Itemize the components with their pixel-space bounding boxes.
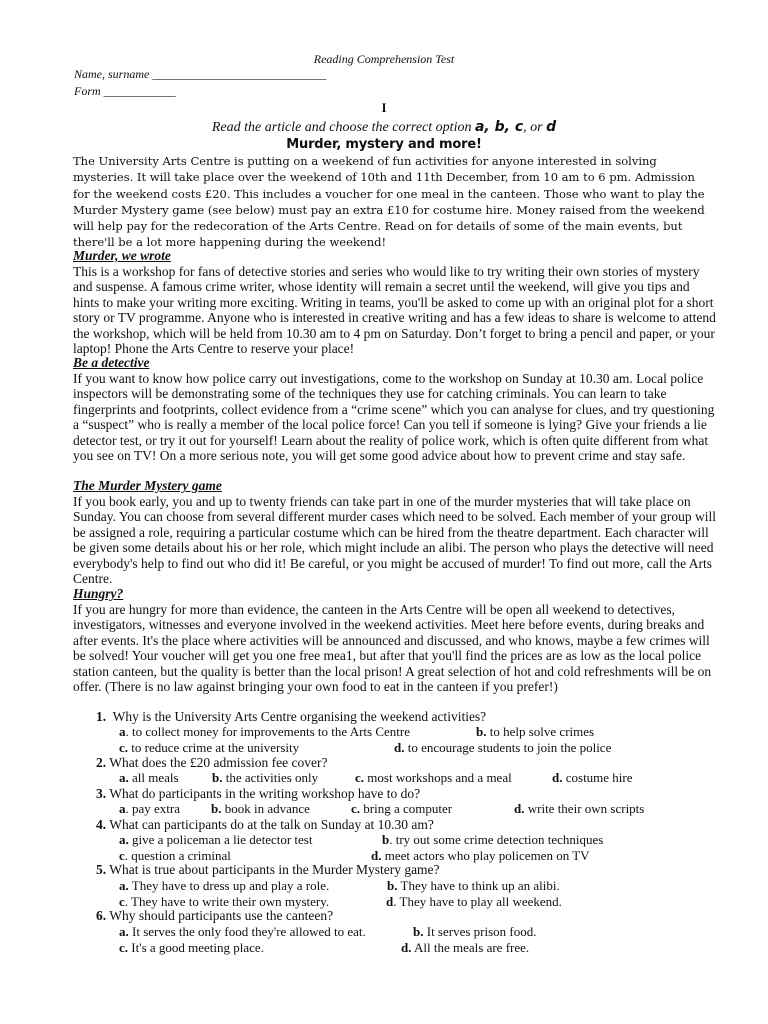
instruction-text: Read the article and choose the correct option [211,120,472,135]
name-field: Name, surname _____________________________ [74,67,327,81]
article-title: Murder, mystery and more! [286,137,482,152]
option-c[interactable]: c. to reduce crime at the university [119,740,300,755]
question-1 [96,709,486,724]
instruction-or: , or [523,120,543,135]
section-heading: The Murder Mystery game [73,478,222,493]
instruction-last-option: d [546,119,557,135]
question-text: Why is the University Arts Centre organising the weekend activities? [112,709,487,724]
question-text: What is true about participants in the Murder Mystery game? [109,862,440,877]
section-body: If you want to know how police carry out investigations, come to the workshop on Sunday at 10.30 am. Local police inspectors will be demonstrating some of the techniques they use for catching criminals. You can learn to take fingerprints and footprints, collect evidence from a “crime scene” which you can analyse for clues, and try questioning a “suspect” who is really a member of the local police force! Can you tell if someone is lying? Give your friends a lie detector test, or try it out for yourself! Learn about the reality of police work, which is often quite different from what you see on TV! On a more serious note, you will get some good advice about how to prevent crime and stay safe. [73,370,715,463]
option-c[interactable]: c. They have to write their own mystery. [119,894,330,909]
option-b[interactable]: b. They have to think up an alibi. [387,878,560,893]
option-a[interactable]: a. pay extra [119,801,181,816]
section-body: This is a workshop for fans of detective stories and series who would like to try writing their own stories of mystery and suspense. A famous crime writer, whose identity will remain a secret until the weekend, will give you tips and hints to make your writing more exciting. Writing in teams, you'll be asked to come up with an original plot for a short story or TV programme. Anyone who is interested in creative writing and has a few ideas to share is welcome to attend the workshop, which will be held from 10.30 am to 4 pm on Saturday. Don’t forget to bring a pencil and paper, or your laptop! Phone the Arts Centre to reserve your place! [73,263,716,356]
section-number: I [381,100,387,115]
option-d[interactable]: d. meet actors who play policemen on TV [371,848,590,863]
question-5 [96,862,440,877]
option-a[interactable]: a. to collect money for improvements to the Arts Centre [119,724,410,739]
instruction-options: a, b, c [474,119,524,135]
section-heading: Murder, we wrote [73,248,171,263]
option-c[interactable]: c. question a criminal [119,848,231,863]
question-number: 4. [96,817,107,832]
option-d[interactable]: d. to encourage students to join the police [394,740,612,755]
option-b[interactable]: b. to help solve crimes [476,724,595,739]
section-murder-we-wrote [73,248,718,357]
question-number: 3. [96,786,107,801]
instructions [0,119,768,136]
option-c[interactable]: c. most workshops and a meal [355,770,512,785]
option-a[interactable]: a. They have to dress up and play a role. [119,878,330,893]
option-b[interactable]: b. It serves prison food. [413,924,537,939]
question-text: What can participants do at the talk on Sunday at 10.30 am? [109,817,434,832]
option-d[interactable]: d. All the meals are free. [401,940,530,955]
question-6 [96,908,333,923]
form-field: Form ____________ [74,84,176,98]
question-number: 6. [96,908,107,923]
option-b[interactable]: b. try out some crime detection techniques [382,832,604,847]
question-3 [96,786,420,801]
question-2 [96,755,327,770]
option-a[interactable]: a. give a policeman a lie detector test [119,832,313,847]
section-hungry [73,586,718,695]
article-intro: The University Arts Centre is putting on a weekend of fun activities for anyone interested in solving mysteries. It will take place over the weekend of 10th and 11th December, from 10 am to 6 pm. Admission for the weekend costs £20. This includes a voucher for one meal in the canteen. Those who want to play the Murder Mystery game (see below) must pay an extra £10 for costume hire. Money raised from the weekend will help pay for the redecoration of the Arts Centre. Read on for details of some of the main events, but there'll be a lot more happening during the weekend! [73,154,705,250]
question-text: What does the £20 admission fee cover? [109,755,328,770]
option-c[interactable]: c. bring a computer [351,801,453,816]
test-title: Reading Comprehension Test [313,52,455,66]
option-d[interactable]: d. costume hire [552,770,633,785]
section-heading: Be a detective [73,355,150,370]
question-number: 2. [96,755,107,770]
option-d[interactable]: d. They have to play all weekend. [386,894,562,909]
section-murder-mystery-game [73,478,718,587]
option-a[interactable]: a. all meals [119,770,179,785]
option-b[interactable]: b. the activities only [212,770,319,785]
section-be-a-detective [73,355,718,464]
question-text: Why should participants use the canteen? [109,908,334,923]
section-body: If you book early, you and up to twenty friends can take part in one of the murder mysteries that will take place on Sunday. You can choose from several different murder cases which need to be solved. Each member of your group will be assigned a role, requiring a particular costume which can be hired from the theatre department. Each character will be given some details about his or her role, which might include an alibi. The person who plays the detective will need everybody's help to find out who did it! Be careful, or you might be accused of murder! To find out more, call the Arts Centre. [73,493,716,586]
question-4 [96,817,434,832]
option-a[interactable]: a. It serves the only food they're allowed to eat. [119,924,366,939]
option-d[interactable]: d. write their own scripts [514,801,645,816]
section-body: If you are hungry for more than evidence, the canteen in the Arts Centre will be open all weekend to detectives, investigators, witnesses and everyone involved in the weekend activities. Meet here before events, during breaks and after events. It's the place where activities will be announced and discussed, and who knows, maybe a few crimes will be solved! Your voucher will get you one free mea1, but after that you'll find the prices are as low as the local police station canteen, but the quality is better than the local prison! A great selection of hot and cold refreshments will be on offer. (There is no law against bringing your own food to eat in the canteen if you prefer!) [73,601,712,694]
option-c[interactable]: c. It's a good meeting place. [119,940,264,955]
option-b[interactable]: b. book in advance [211,801,310,816]
question-number: 1. [96,709,107,724]
section-heading: Hungry? [73,586,124,601]
question-text: What do participants in the writing workshop have to do? [109,786,421,801]
question-number: 5. [96,862,107,877]
